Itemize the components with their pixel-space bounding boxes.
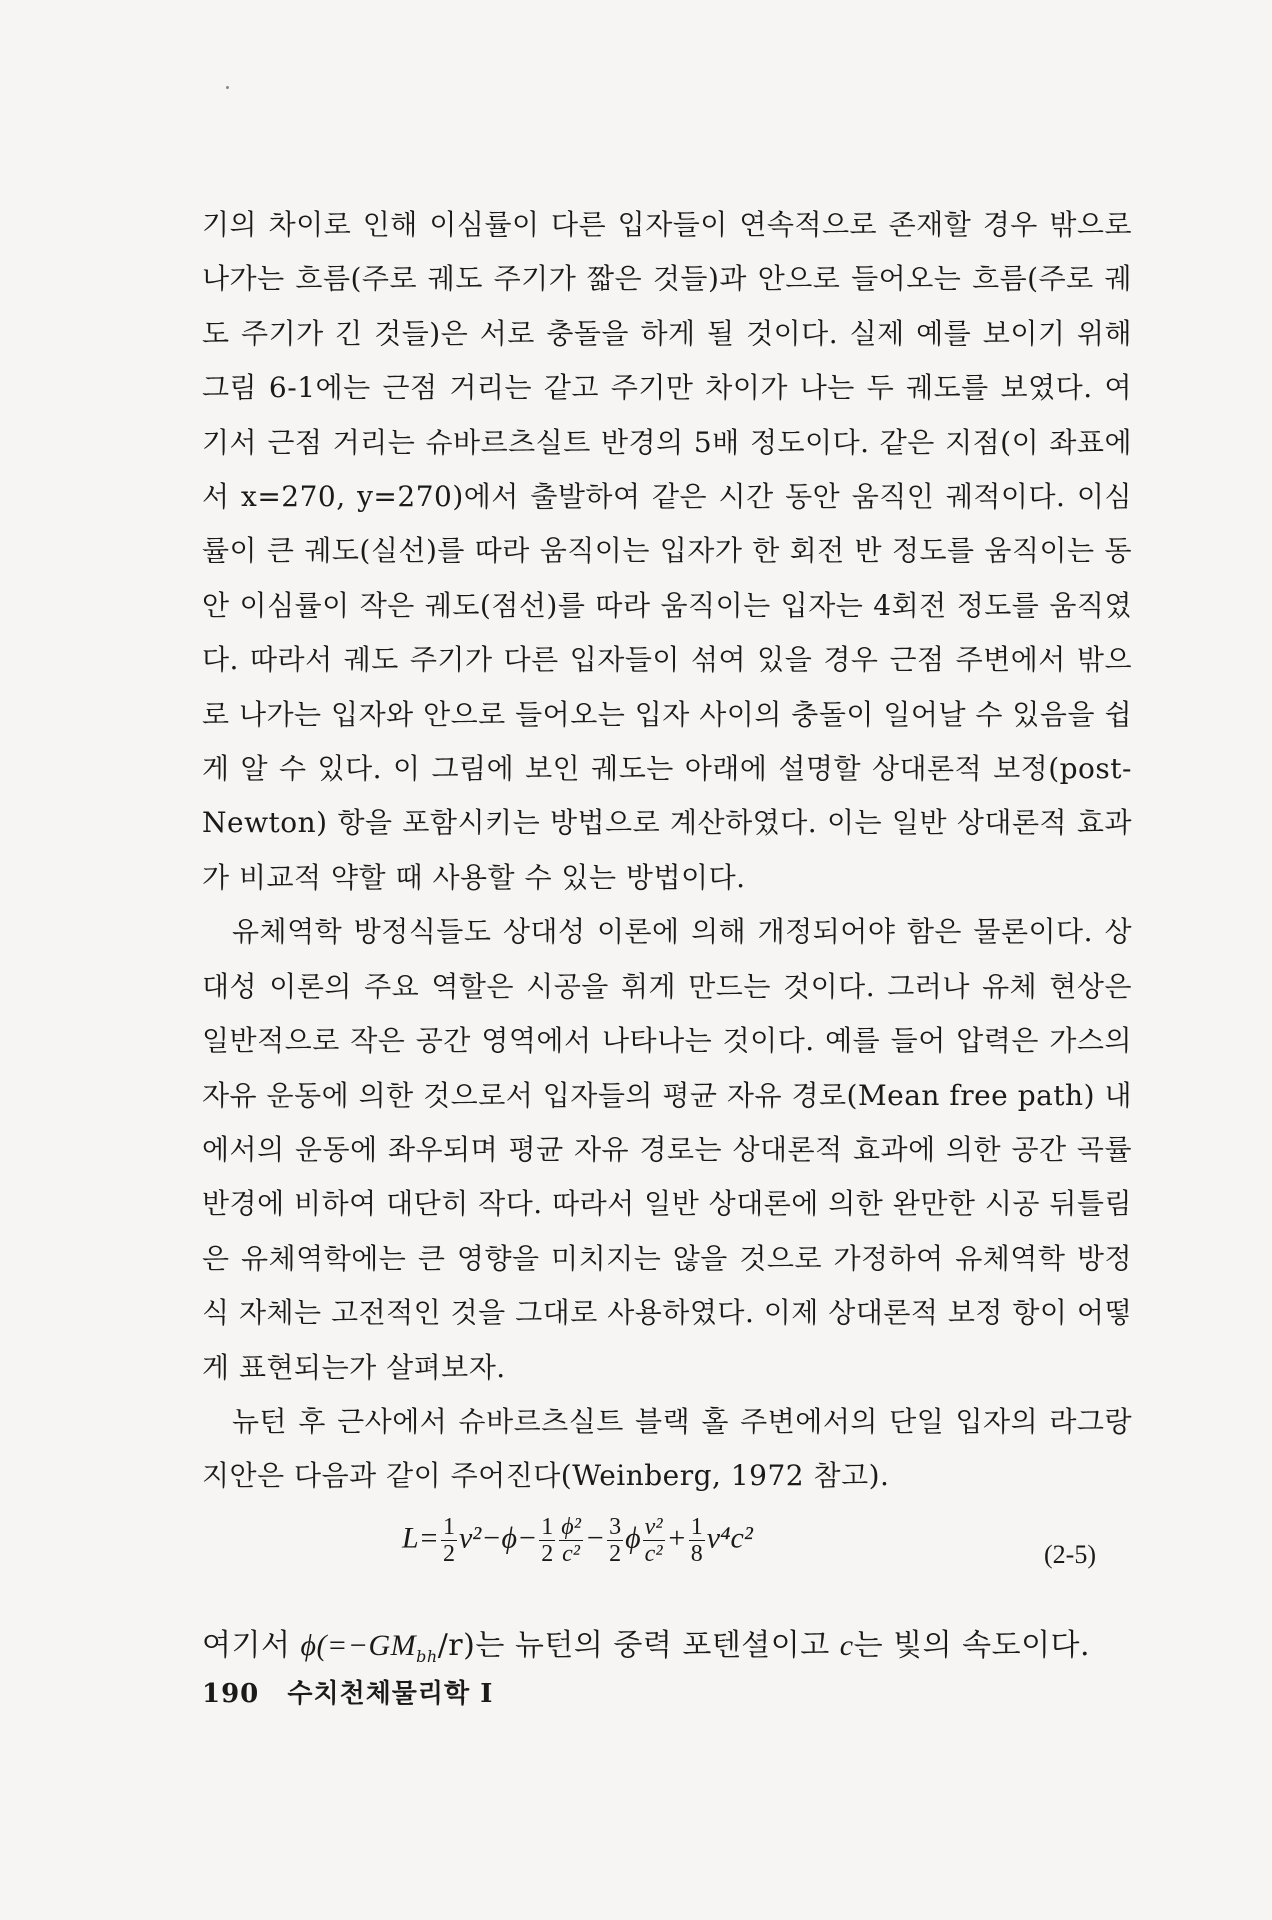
- equation-expression: [402, 1514, 753, 1567]
- eq-operator: +: [666, 1521, 687, 1555]
- eq-fraction: $\frac{\text{v²}}{\text{c²}}$: [644, 1513, 663, 1567]
- eq-fraction: $\frac{\text{ϕ²}}{\text{c²}}$: [561, 1513, 581, 1567]
- paragraph-lagrangian-intro: 뉴턴 후 근사에서 슈바르츠실트 블랙 홀 주변에서의 단일 입자의 라그랑지안은 다음과 같이 주어진다(Weinberg, 1972 참고).: [202, 1404, 1132, 1493]
- book-title: 수치천체물리학 Ⅰ: [287, 1679, 494, 1709]
- page-number: 190: [202, 1679, 260, 1709]
- page-footer: [202, 1673, 493, 1710]
- eq-fraction: $\frac{1}{2}$: [541, 1513, 554, 1567]
- eq-fraction: $\frac{1}{8}$: [690, 1513, 703, 1567]
- eq-operator: −: [584, 1521, 606, 1555]
- eq-term: v⁴c²: [706, 1521, 753, 1555]
- eq-term: v²−ϕ−: [458, 1521, 538, 1555]
- paragraph-orbits: 기의 차이로 인해 이심률이 다른 입자들이 연속적으로 존재할 경우 밖으로 나가는 흐름(주로 궤도 주기가 짧은 것들)과 안으로 들어오는 흐름(주로 궤도 주기가 긴 것들)은 서로 충돌을 하게 될 것이다. 실제 예를 보이기 위해 그림 6-1에는 근점 거리는 같고 주기만 차이가 나는 두 궤도를 보였다. 여기서 근점 거리는 슈바르츠실트 반경의 5배 정도이다. 같은 지점(이 좌표에서 x=270, y=270)에서 출발하여 같은 시간 동안 움직인 궤적이다. 이심률이 큰 궤도(실선)를 따라 움직이는 입자가 한 회전 반 정도를 움직이는 동안 이심률이 작은 궤도(점선)를 따라 움직이는 입자는 4회전 정도를 움직였다. 따라서 궤도 주기가 다른 입자들이 섞여 있을 경우 근점 주변에서 밖으로 나가는 입자와 안으로 들어오는 입자 사이의 충돌이 일어날 수 있음을 쉽게 알 수 있다. 이 그림에 보인 궤도는 아래에 설명할 상대론적 보정(post-Newton) 항을 포함시키는 방법으로 계산하였다. 이는 일반 상대론적 효과가 비교적 약할 때 사용할 수 있는 방법이다.: [202, 208, 1133, 894]
- phi-definition: 여기서 $\phi(=-GM_{bh}/r)$는 뉴턴의 중력 포텐셜이고 c는 빛의 속도이다.: [202, 1627, 1091, 1666]
- eq-fraction: $\frac{1}{2}$: [442, 1513, 455, 1567]
- paragraph-hydrodynamics: 유체역학 방정식들도 상대성 이론에 의해 개정되어야 함은 물론이다. 상대성 이론의 주요 역할은 시공을 휘게 만드는 것이다. 그러나 유체 현상은 일반적으로 작은 공간 영역에서 나타나는 것이다. 예를 들어 압력은 가스의 자유 운동에 의한 것으로서 입자들의 평균 자유 경로(Mean free path) 내에서의 운동에 좌우되며 평균 자유 경로는 상대론적 효과에 의한 공간 곡률 반경에 비하여 대단히 작다. 따라서 일반 상대론에 의한 완만한 시공 뒤틀림은 유체역학에는 큰 영향을 미치지는 않을 것으로 가정하여 유체역학 방정식 자체는 고전적인 것을 그대로 사용하였다. 이제 상대론적 보정 항이 어떻게 표현되는가 살펴보자.: [202, 915, 1132, 1384]
- eq-term: ϕ: [625, 1521, 641, 1555]
- equation-number: (2-5): [1044, 1539, 1096, 1569]
- eq-lhs: L=: [402, 1521, 439, 1555]
- eq-fraction: $\frac{3}{2}$: [609, 1513, 622, 1567]
- dust-speck: [226, 86, 229, 89]
- body-text: [202, 198, 1132, 1685]
- equation-2-5: [202, 1510, 1132, 1602]
